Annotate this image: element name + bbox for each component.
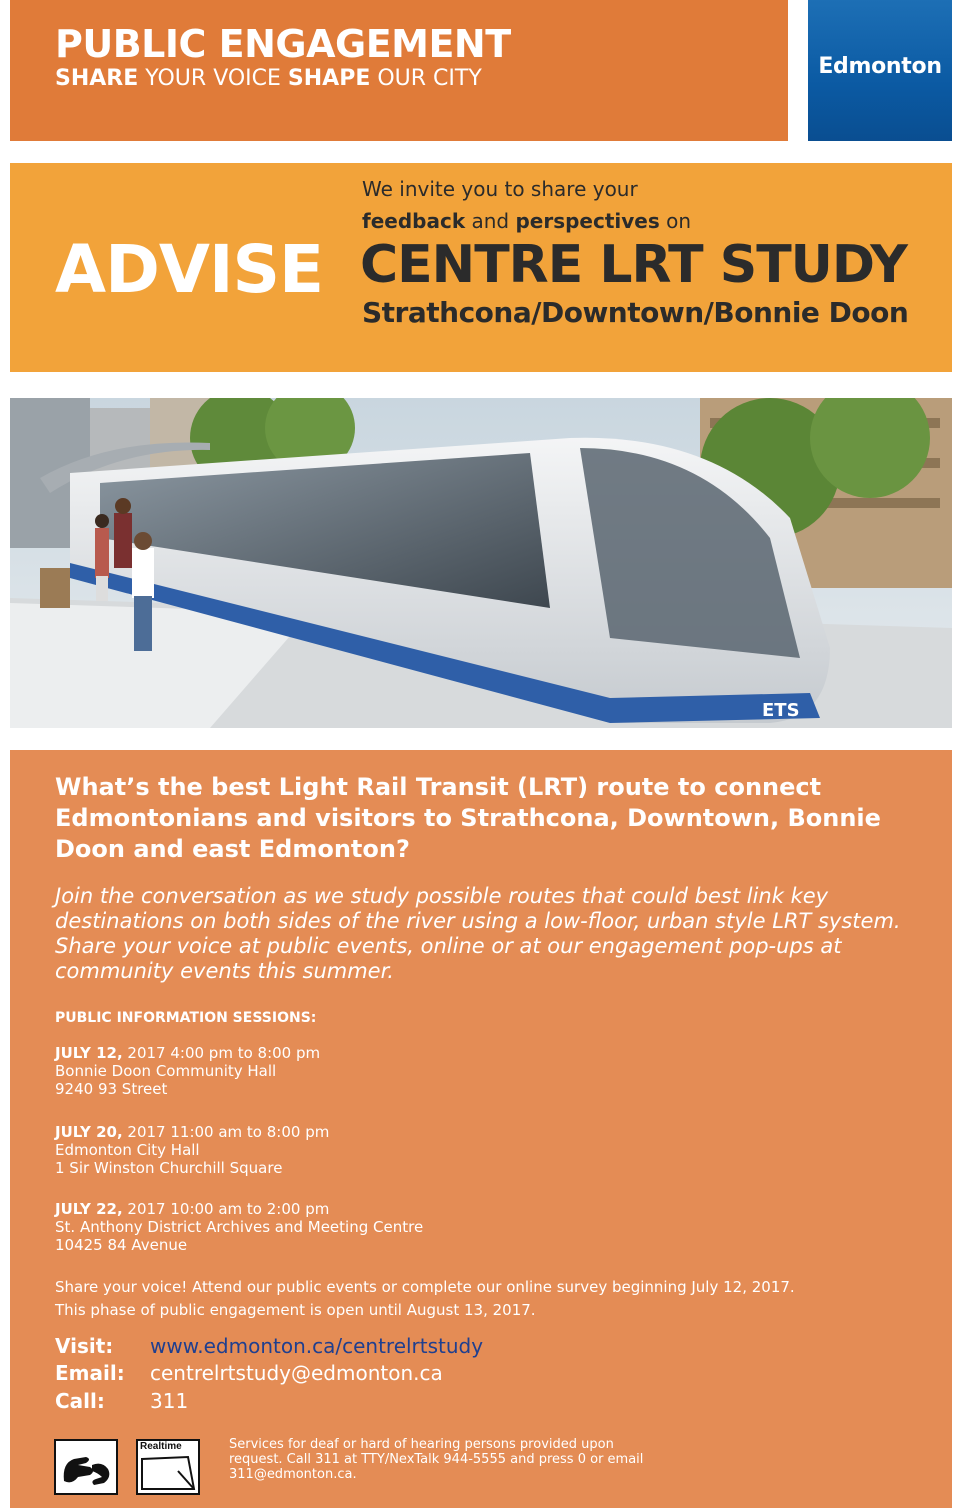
session-datetime: [55, 1200, 655, 1218]
session-datetime: [55, 1123, 655, 1141]
session-item: [55, 1123, 655, 1177]
email-link[interactable]: centrelrtstudy@edmonton.ca: [150, 1361, 443, 1385]
invite-on: on: [659, 209, 692, 233]
advise-banner: [10, 163, 952, 372]
study-subtitle: Strathcona/Downtown/Bonnie Doon: [362, 296, 909, 329]
invite-feedback: feedback: [362, 209, 466, 233]
lead-question: What’s the best Light Rail Transit (LRT) route to connect Edmontonians and visitors to Strathcona, Downtown, Bonnie Doon and east Edmonton?: [55, 773, 881, 863]
session-datetime: [55, 1044, 655, 1062]
realtime-label: Realtime: [140, 1441, 182, 1452]
header-bar: [10, 0, 788, 141]
session-item: [55, 1200, 655, 1254]
call-number[interactable]: 311: [150, 1389, 189, 1413]
session-place: St. Anthony District Archives and Meeting Centre: [55, 1218, 424, 1236]
share-line-2: This phase of public engagement is open until August 13, 2017.: [55, 1301, 536, 1319]
session-address: 1 Sir Winston Churchill Square: [55, 1159, 283, 1177]
share-line-1: Share your voice! Attend our public events or complete our online survey beginning July 12, 2017.: [55, 1278, 795, 1296]
session-date: JULY 22,: [55, 1200, 123, 1218]
visit-label: Visit:: [55, 1334, 114, 1358]
invite-line-2: [362, 209, 691, 233]
contact-email: [55, 1361, 443, 1385]
header-tagline: [55, 66, 482, 91]
study-title: CENTRE LRT STUDY: [360, 235, 907, 295]
contact-call: [55, 1389, 188, 1413]
call-label: Call:: [55, 1389, 105, 1413]
intro-paragraph: Join the conversation as we study possible routes that could best link key destinations on both sides of the river using a low-floor, urban style LRT system. Share your voice at public events, online or at our engagement pop-ups at community events this summer.: [55, 884, 901, 983]
contact-visit: [55, 1334, 483, 1358]
share-paragraph: [55, 1276, 935, 1322]
session-place: Bonnie Doon Community Hall: [55, 1062, 277, 1080]
tag-share: SHARE: [55, 66, 139, 91]
visit-link[interactable]: www.edmonton.ca/centrelrtstudy: [150, 1334, 484, 1358]
sign-language-icon: [54, 1439, 118, 1495]
edmonton-logo: [808, 0, 952, 141]
sessions-heading: PUBLIC INFORMATION SESSIONS:: [55, 1010, 317, 1026]
session-place: Edmonton City Hall: [55, 1141, 200, 1159]
lrt-train-photo: [10, 398, 952, 728]
session-address: 9240 93 Street: [55, 1080, 168, 1098]
session-time: 2017 4:00 pm to 8:00 pm: [122, 1044, 321, 1062]
session-time: 2017 11:00 am to 8:00 pm: [122, 1123, 330, 1141]
edmonton-logo-text: Edmonton: [818, 54, 942, 79]
lrt-train-illustration: [10, 398, 952, 728]
session-item: [55, 1044, 655, 1098]
tag-shape: SHAPE: [287, 66, 371, 91]
session-date: JULY 12,: [55, 1044, 123, 1062]
email-label: Email:: [55, 1361, 125, 1385]
invite-and: and: [465, 209, 516, 233]
tag-city: OUR CITY: [370, 66, 482, 91]
session-time: 2017 10:00 am to 2:00 pm: [122, 1200, 330, 1218]
invite-perspectives: perspectives: [515, 209, 660, 233]
realtime-captioning-icon: [136, 1439, 200, 1495]
info-panel: [10, 750, 952, 1508]
advise-heading: ADVISE: [55, 231, 324, 308]
tag-voice: YOUR VOICE: [138, 66, 288, 91]
session-address: 10425 84 Avenue: [55, 1236, 188, 1254]
session-date: JULY 20,: [55, 1123, 123, 1141]
ets-mark: ETS: [762, 700, 800, 721]
accessibility-note: Services for deaf or hard of hearing persons provided upon request. Call 311 at TTY/NexTalk 944-5555 and press 0 or email 311@edmonton.ca.: [229, 1437, 644, 1482]
header-title: PUBLIC ENGAGEMENT: [55, 22, 511, 66]
invite-line-1: We invite you to share your: [362, 177, 638, 201]
